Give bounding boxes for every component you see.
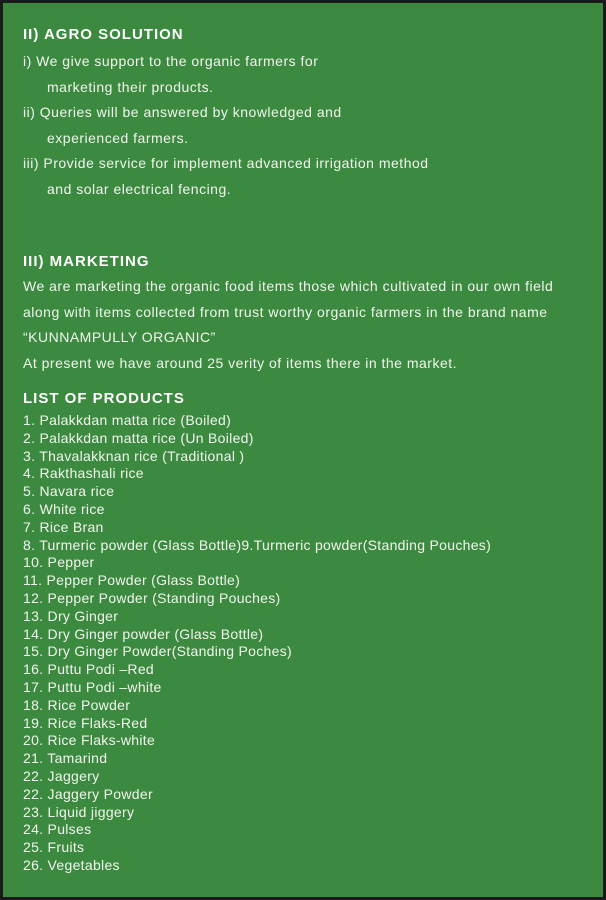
agro-solution-line: i) We give support to the organic farmers for xyxy=(23,53,319,69)
products-heading: LIST OF PRODUCTS xyxy=(23,390,185,407)
product-list-item: 8. Turmeric powder (Glass Bottle)9.Turmeric powder(Standing Pouches) xyxy=(23,536,492,553)
product-list-item: 22. Jaggery xyxy=(23,767,100,784)
product-list-item: 3. Thavalakknan rice (Traditional ) xyxy=(23,447,245,464)
marketing-section xyxy=(23,252,593,376)
product-list-item: 14. Dry Ginger powder (Glass Bottle) xyxy=(23,625,264,642)
product-list-item: 15. Dry Ginger Powder(Standing Poches) xyxy=(23,643,292,660)
product-list-item: 16. Puttu Podi –Red xyxy=(23,661,155,678)
agro-solution-line: iii) Provide service for implement advanced irrigation method xyxy=(23,155,429,171)
product-list-item: 2. Palakkdan matta rice (Un Boiled) xyxy=(23,429,254,446)
marketing-line: along with items collected from trust worthy organic farmers in the brand name xyxy=(23,303,548,320)
product-list-item: 17. Puttu Podi –white xyxy=(23,678,162,695)
product-list-item: 20. Rice Flaks-white xyxy=(23,732,156,749)
agro-solution-line: marketing their products. xyxy=(47,78,214,95)
marketing-line: At present we have around 25 verity of items there in the market. xyxy=(23,354,458,371)
product-list-item: 25. Fruits xyxy=(23,839,85,856)
marketing-heading: III) MARKETING xyxy=(23,253,150,270)
marketing-line: “KUNNAMPULLY ORGANIC” xyxy=(23,329,216,345)
agro-solution-line: experienced farmers. xyxy=(47,129,189,146)
product-list-item: 6. White rice xyxy=(23,500,105,517)
product-list-item: 12. Pepper Powder (Standing Pouches) xyxy=(23,589,281,606)
agro-solution-line: ii) Queries will be answered by knowledged and xyxy=(23,104,342,120)
product-list-item: 11. Pepper Powder (Glass Bottle) xyxy=(23,572,241,589)
product-list-item: 1. Palakkdan matta rice (Boiled) xyxy=(23,412,232,428)
product-list-item: 10. Pepper xyxy=(23,554,95,571)
agro-solution-section xyxy=(23,25,593,202)
product-list-item: 7. Rice Bran xyxy=(23,518,104,535)
product-list xyxy=(23,412,593,875)
product-list-item: 4. Rakthashali rice xyxy=(23,465,144,482)
product-list-item: 23. Liquid jiggery xyxy=(23,803,135,820)
product-list-item: 13. Dry Ginger xyxy=(23,607,119,624)
marketing-line: We are marketing the organic food items those which cultivated in our own field xyxy=(23,278,554,294)
marketing-lines xyxy=(23,274,593,376)
product-list-item: 22. Jaggery Powder xyxy=(23,785,153,802)
product-list-item: 21. Tamarind xyxy=(23,750,108,767)
product-list-item: 5. Navara rice xyxy=(23,483,115,500)
agro-solution-heading: II) AGRO SOLUTION xyxy=(23,26,184,43)
agro-solution-lines xyxy=(23,49,593,202)
product-list-item: 24. Pulses xyxy=(23,821,92,838)
agro-solution-line: and solar electrical fencing. xyxy=(47,180,232,197)
product-list-item: 18. Rice Powder xyxy=(23,696,131,713)
product-list-item: 26. Vegetables xyxy=(23,856,120,873)
products-section xyxy=(23,389,593,875)
product-list-item: 19. Rice Flaks-Red xyxy=(23,714,148,731)
